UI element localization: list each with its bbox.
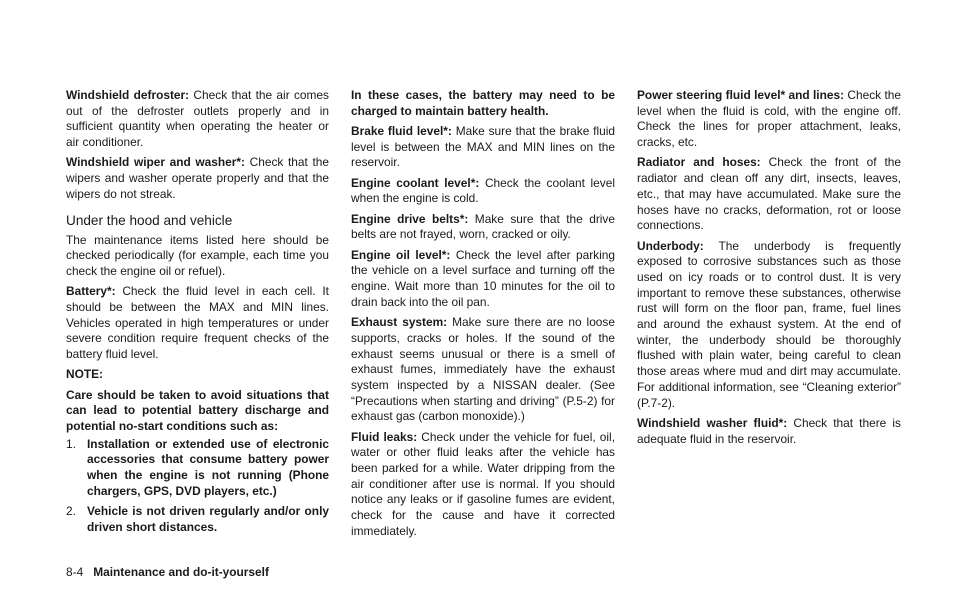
paragraph-brake-fluid	[351, 124, 615, 171]
list-item-number: 2.	[66, 504, 76, 519]
label-radiator: Radiator and hoses:	[637, 155, 761, 170]
label-battery: Battery*:	[66, 284, 116, 299]
paragraph-exhaust	[351, 315, 615, 425]
label-underbody: Underbody:	[637, 238, 704, 253]
list-item	[66, 437, 329, 500]
text-wiper-washer: Check that the wipers and washer operate properly and that the wipers do not streak.	[66, 155, 329, 201]
paragraph-washer-fluid	[637, 416, 901, 447]
section-heading: Under the hood and vehicle	[66, 212, 233, 228]
paragraph-engine-oil	[351, 248, 615, 311]
list-item	[66, 504, 329, 535]
text-radiator: Check the front of the radiator and clean off any dirt, insects, leaves, etc., that may have accumulated. Make sure the hoses have no cracks, deformation, rot or loose connections.	[637, 155, 901, 233]
label-engine-oil: Engine oil level*:	[351, 247, 451, 262]
paragraph-radiator	[637, 155, 901, 234]
column-right	[637, 88, 901, 452]
label-drive-belts: Engine drive belts*:	[351, 211, 469, 226]
paragraph-wiper-washer	[66, 155, 329, 202]
text-fluid-leaks: Check under the vehicle for fuel, oil, water or other fluid leaks after the vehicle has been parked for a while. Water dripping from the air conditioner after use is normal. If you should notice any leaks or if gasoline fumes are evident, check for the cause and have it corrected immediately.	[351, 429, 615, 538]
paragraph-drive-belts	[351, 212, 615, 243]
paragraph-power-steering	[637, 88, 901, 151]
note-list	[66, 437, 329, 536]
label-fluid-leaks: Fluid leaks:	[351, 429, 418, 444]
text-power-steering: Check the level when the fluid is cold, with the engine off. Check the lines for proper attachment, leaks, cracks, etc.	[637, 88, 901, 150]
column-middle	[351, 88, 615, 544]
paragraph-windshield-defroster	[66, 88, 329, 151]
text-battery: Check the fluid level in each cell. It should be between the MAX and MIN lines. Vehicles operated in high temperatures or under severe condition require frequent checks of the battery fluid level.	[66, 284, 329, 362]
paragraph-fluid-leaks	[351, 430, 615, 540]
label-washer-fluid: Windshield washer fluid*:	[637, 415, 788, 430]
label-windshield-defroster: Windshield defroster:	[66, 88, 190, 102]
list-item-text: Installation or extended use of electronic accessories that consume battery power when the engine is not running (Phone chargers, GPS, DVD players, etc.)	[87, 436, 329, 498]
text-exhaust: Make sure there are no loose supports, cracks or holes. If the sound of the exhaust seems unusual or there is a smell of exhaust fumes, immediately have the exhaust system inspected by a NISSAN dealer. (See “Precautions when starting and driving” (P.5-2) for exhaust gas (carbon monoxide).)	[351, 315, 615, 424]
paragraph-coolant	[351, 176, 615, 207]
paragraph-intro: The maintenance items listed here should be checked periodically (for example, each time you check the engine oil or refuel).	[66, 232, 329, 278]
page-number: 8-4	[66, 565, 84, 579]
label-coolant: Engine coolant level*:	[351, 175, 480, 190]
label-power-steering: Power steering fluid level* and lines:	[637, 88, 845, 102]
page-footer	[66, 565, 269, 579]
paragraph-battery	[66, 284, 329, 363]
list-item-text: Vehicle is not driven regularly and/or only driven short distances.	[87, 504, 329, 534]
column-left	[66, 88, 329, 540]
text-brake-fluid: Make sure that the brake fluid level is between the MAX and MIN lines on the reservoir.	[351, 124, 615, 170]
text-drive-belts: Make sure that the drive belts are not frayed, worn, cracked or oily.	[351, 211, 615, 242]
note-label: NOTE:	[66, 367, 103, 382]
text-coolant: Check the coolant level when the engine is cold.	[351, 175, 616, 206]
paragraph-underbody	[637, 239, 901, 412]
text-underbody: The underbody is frequently exposed to corrosive substances such as those used on icy roads or to control dust. It is very important to remove these substances, otherwise rust will form on the floor pan, frame, fuel lines and around the exhaust system. At the end of winter, the underbody should be thoroughly flushed with plain water, being careful to clean those areas where mud and dirt may accumulate. For additional information, see “Cleaning exterior” (P.7-2).	[637, 238, 901, 410]
list-item-number: 1.	[66, 436, 76, 451]
note-text: Care should be taken to avoid situations that can lead to potential battery discharge and potential no-start conditions such as:	[66, 387, 329, 434]
paragraph-battery-charge: In these cases, the battery may need to be charged to maintain battery health.	[351, 88, 615, 118]
label-wiper-washer: Windshield wiper and washer*:	[66, 155, 245, 170]
section-title: Maintenance and do-it-yourself	[93, 565, 269, 579]
text-windshield-defroster: Check that the air comes out of the defroster outlets properly and in sufficient quantity when operating the heater or air conditioner.	[66, 88, 329, 150]
label-brake-fluid: Brake fluid level*:	[351, 124, 452, 138]
label-exhaust: Exhaust system:	[351, 315, 448, 330]
text-engine-oil: Check the level after parking the vehicle on a level surface and turning off the engine. Wait more than 10 minutes for the oil to drain back into the oil pan.	[351, 247, 615, 309]
text-washer-fluid: Check that there is adequate fluid in the reservoir.	[637, 415, 901, 446]
